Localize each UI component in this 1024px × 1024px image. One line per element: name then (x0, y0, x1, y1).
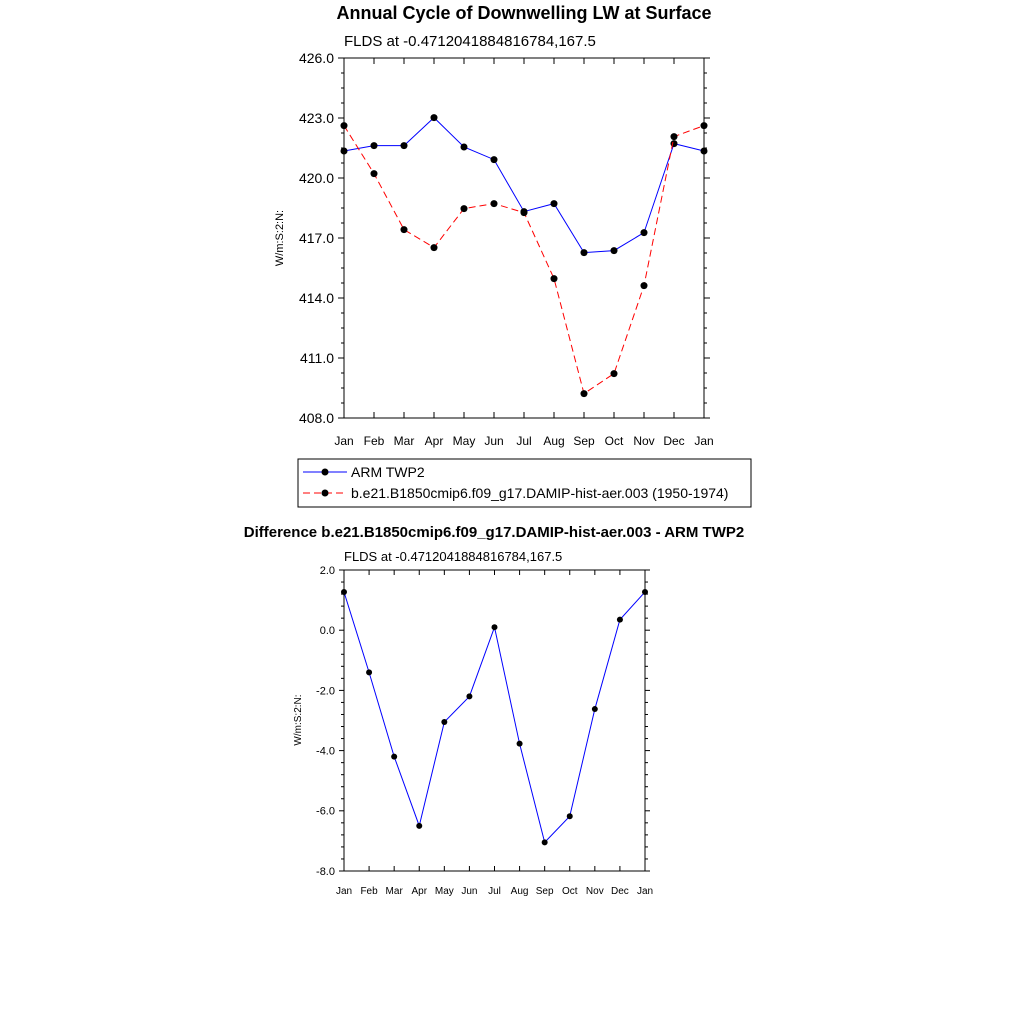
series-0-point (391, 754, 397, 760)
series-0-point (416, 823, 422, 829)
y-tick-label: -2.0 (316, 685, 335, 698)
series-0-point (466, 693, 472, 699)
legend-marker-model (322, 490, 329, 497)
plot-frame (344, 58, 704, 418)
y-tick-label: 417.0 (298, 229, 334, 246)
x-tick-label: Jul (516, 434, 532, 448)
series-1-point (371, 170, 378, 177)
y-tick-label: 411.0 (300, 349, 334, 366)
x-tick-label: Dec (663, 434, 685, 448)
x-tick-label: Mar (393, 434, 415, 448)
x-tick-label: Oct (604, 434, 624, 448)
series-1-point (401, 226, 408, 233)
x-tick-label: Aug (543, 434, 565, 448)
y-tick-label: -8.0 (316, 865, 335, 878)
series-0-point (671, 140, 678, 147)
series-1-point (641, 282, 648, 289)
x-tick-label: May (434, 886, 454, 897)
series-0-point (371, 142, 378, 149)
y-tick-label: 2.0 (319, 564, 335, 577)
annual-cycle-chart (274, 3, 751, 507)
x-tick-label: Nov (585, 886, 604, 897)
series-1-point (611, 370, 618, 377)
y-tick-label: 426.0 (298, 49, 334, 66)
series-layer (341, 114, 708, 397)
chart-title: Difference b.e21.B1850cmip6.f09_g17.DAMIP-hist-aer.003 - ARM TWP2 (243, 524, 745, 541)
x-tick-label: Feb (363, 434, 385, 448)
series-0-point (401, 142, 408, 149)
y-tick-label: -4.0 (316, 745, 335, 758)
x-tick-labels (334, 434, 713, 448)
x-tick-label: Aug (510, 886, 529, 897)
y-axis-label: W/m:S:2:N: (293, 694, 304, 746)
y-tick-label: 420.0 (298, 169, 334, 186)
series-0-point (581, 249, 588, 256)
y-tick-label: 0.0 (319, 625, 335, 638)
x-tick-label: Sep (535, 886, 554, 897)
x-tick-label: Sep (573, 434, 595, 448)
x-tick-label: Jan (334, 434, 354, 448)
series-1-point (431, 244, 438, 251)
series-0-point (567, 813, 573, 819)
x-tick-label: Jan (694, 434, 714, 448)
series-1-point (521, 209, 528, 216)
series-0-point (551, 200, 558, 207)
x-tick-label: Jan (335, 886, 353, 897)
y-tick-labels (299, 50, 334, 426)
y-tick-label: 414.0 (298, 289, 334, 306)
y-tick-label: 408.0 (298, 409, 334, 426)
series-1-point (491, 200, 498, 207)
y-tick-label: 423.0 (298, 109, 334, 126)
x-tick-label: Mar (385, 886, 403, 897)
series-1-point (461, 205, 468, 212)
x-tick-label: Apr (424, 434, 444, 448)
legend-marker-arm (322, 469, 329, 476)
series-0-point (461, 144, 468, 151)
series-0-point (517, 741, 523, 747)
legend-label-model: b.e21.B1850cmip6.f09_g17.DAMIP-hist-aer.003 (1950-1974) (351, 485, 729, 501)
x-tick-labels (336, 886, 653, 897)
chart-subtitle: FLDS at -0.4712041884816784,167.5 (344, 549, 563, 564)
series-1-point (551, 275, 558, 282)
legend (298, 459, 751, 507)
y-tick-label: -6.0 (316, 805, 335, 818)
series-0-point (491, 156, 498, 163)
x-tick-label: May (452, 434, 476, 448)
series-0-point (617, 617, 623, 623)
series-0-point (492, 624, 498, 630)
series-0-point (431, 114, 438, 121)
x-tick-label: Jun (484, 434, 504, 448)
axis-ticks (339, 570, 650, 871)
y-axis-label: W/m:S:2:N: (274, 209, 286, 267)
x-tick-label: Jul (488, 886, 501, 897)
x-tick-label: Nov (633, 434, 655, 448)
series-1-point (671, 133, 678, 140)
x-tick-label: Jan (636, 886, 654, 897)
series-0-point (366, 669, 372, 675)
legend-entry-model (303, 485, 728, 501)
y-tick-labels (316, 565, 335, 878)
series-0-point (611, 247, 618, 254)
series-line-1 (344, 126, 704, 394)
chart-subtitle: FLDS at -0.4712041884816784,167.5 (344, 33, 596, 50)
plot-frame (344, 570, 645, 871)
x-tick-label: Dec (611, 886, 629, 897)
series-0-point (641, 229, 648, 236)
series-0-point (441, 719, 447, 725)
x-tick-label: Oct (561, 886, 578, 897)
series-0-point (542, 839, 548, 845)
difference-chart (244, 524, 744, 897)
x-tick-label: Feb (360, 886, 378, 897)
series-0-point (592, 706, 598, 712)
chart-title: Annual Cycle of Downwelling LW at Surface (336, 3, 712, 23)
series-line-0 (344, 118, 704, 253)
series-1-point (581, 390, 588, 397)
x-tick-label: Jun (461, 886, 478, 897)
axis-ticks (338, 58, 710, 418)
series-layer (341, 589, 648, 845)
x-tick-label: Apr (411, 886, 428, 897)
legend-label-arm: ARM TWP2 (351, 464, 425, 480)
